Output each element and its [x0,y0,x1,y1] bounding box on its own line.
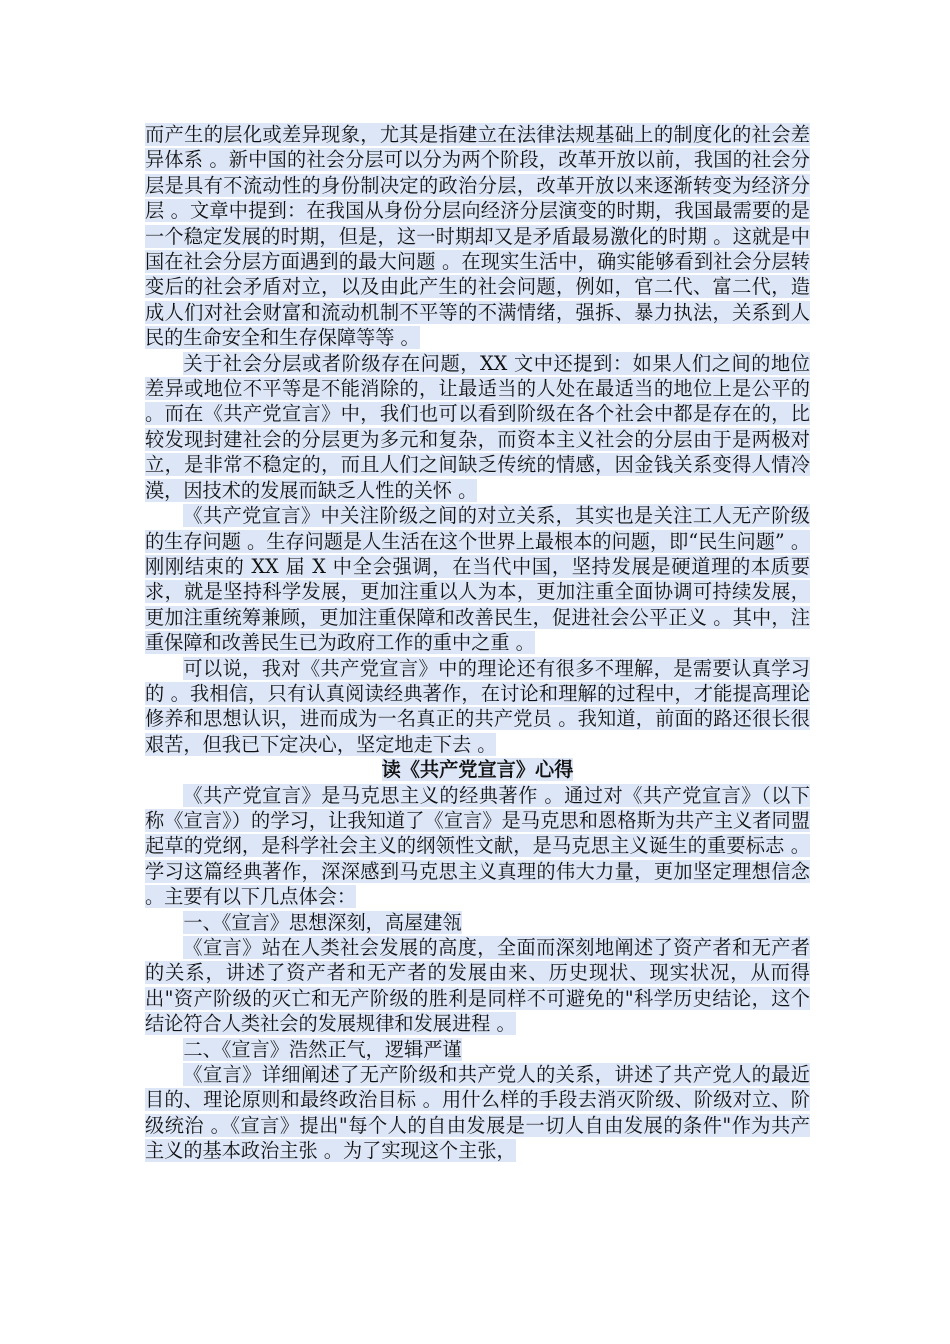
section-1-body [145,935,810,1037]
paragraph-text: 《共产党宣言》是马克思主义的经典著作 。通过对《共产党宣言》（以下称《宣言》）的学习，让我知道了《宣言》是马克思和恩格斯为共产主义者同盟起草的党纲，是科学社会主义的纲领性文献，是马克思主义诞生的重要标志 。学习这篇经典著作，深深感到马克思主义真理的伟大力量，更加坚定理想信念 。主要有以下几点体会： [145,783,810,909]
paragraph-social-stratification [145,122,810,351]
section-title-text: 二、《宣言》浩然正气，逻辑严谨 [183,1037,462,1061]
section-1-title [145,910,810,935]
paragraph-text: 而产生的层化或差异现象，尤其是指建立在法律法规基础上的制度化的社会差异体系 。新中国的社会分层可以分为两个阶段，改革开放以前，我国的社会分层是具有不流动性的身份制决定的政治分层，改革开放以来逐渐转变为经济分层 。文章中提到：在我国从身份分层向经济分层演变的时期，我国最需要的是一个稳定发展的时期，但是，这一时期却又是矛盾最易激化的时期 。这就是中国在社会分层方面遇到的最大问题 。在现实生活中，确实能够看到社会分层转变后的社会矛盾对立，以及由此产生的社会问题，例如，官二代、富二代，造成人们对社会财富和流动机制不平等的不满情绪，强拆、暴力执法，关系到人民的生命安全和生存保障等等 。 [145,123,810,350]
section-2-title [145,1037,810,1062]
paragraph-text: 《共产党宣言》中关注阶级之间的对立关系，其实也是关注工人无产阶级的生存问题 。生存问题是人生活在这个世界上最根本的问题，即“民生问题” 。刚刚结束的 XX 届 X 中全会强调，在当代中国，坚持发展是硬道理的本质要求，就是坚持科学发展，更加注重以人为本，更加注重全面协调可持续发展，更加注重统筹兼顾，更加注重保障和改善民生，促进社会公平正义 。其中，注重保障和改善民生已为政府工作的重中之重 。 [145,504,811,655]
paragraph-class-existence [145,351,810,503]
essay-heading [145,757,810,782]
paragraph-text: 可以说，我对《共产党宣言》中的理论还有很多不理解，是需要认真学习的 。我相信，只有认真阅读经典著作，在讨论和理解的过程中，才能提高理论修养和思想认识，进而成为一名真正的共产党员 。我知道，前面的路还很长很艰苦，但我已下定决心，坚定地走下去 。 [145,656,810,756]
section-title-text: 一、《宣言》思想深刻，高屋建瓴 [183,910,462,934]
paragraph-text: 《宣言》详细阐述了无产阶级和共产党人的关系，讲述了共产党人的最近目的、理论原则和最终政治目标 。用什么样的手段去消灭阶级、阶级对立、阶级统治 。《宣言》提出"每个人的自由发展是一切人自由发展的条件"作为共产主义的基本政治主张 。为了实现这个主张， [145,1063,810,1163]
heading-text: 读《共产党宣言》心得 [381,758,574,782]
paragraph-conclusion [145,656,810,758]
document-body [145,122,810,1164]
section-2-body [145,1062,810,1164]
paragraph-intro [145,783,810,910]
paragraph-text: 关于社会分层或者阶级存在问题，XX 文中还提到：如果人们之间的地位差异或地位不平等是不能消除的，让最适当的人处在最适当的地位上是公平的 。而在《共产党宣言》中，我们也可以看到阶级在各个社会中都是存在的，比较发现封建社会的分层更为多元和复杂，而资本主义社会的分层由于是两极对立，是非常不稳定的，而且人们之间缺乏传统的情感，因金钱关系变得人情冷漠，因技术的发展而缺乏人性的关怀 。 [145,351,810,502]
paragraph-text: 《宣言》站在人类社会发展的高度，全面而深刻地阐述了资产者和无产者的关系，讲述了资产者和无产者的发展由来、历史现状、现实状况，从而得出"资产阶级的灭亡和无产阶级的胜利是同样不可避免的"科学历史结论，这个结论符合人类社会的发展规律和发展进程 。 [145,936,810,1036]
paragraph-class-opposition [145,503,810,655]
